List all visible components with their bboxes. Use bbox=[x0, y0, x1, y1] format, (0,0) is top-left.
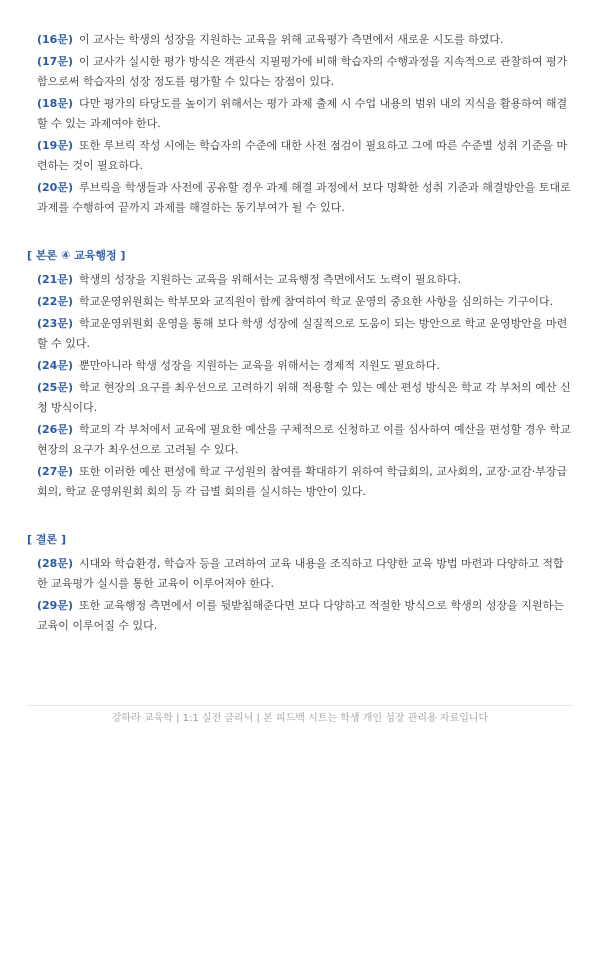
sentence-number: (17문) bbox=[37, 55, 73, 68]
sentence-item bbox=[27, 178, 573, 218]
sentence-number: (19문) bbox=[37, 139, 73, 152]
sentence-number: (16문) bbox=[37, 33, 73, 46]
sentence-text: 또한 교육행정 측면에서 이를 뒷받침해준다면 보다 다양하고 적절한 방식으로 학생의 성장을 지원하는 교육이 이루어질 수 있다. bbox=[37, 599, 564, 632]
sentence-item bbox=[27, 30, 573, 50]
sentence-item bbox=[27, 420, 573, 460]
sentence-item bbox=[27, 356, 573, 376]
section-2 bbox=[27, 532, 573, 636]
page-footer: 강하라 교육학 | 1:1 실전 클리닉 | 본 피드백 시트는 학생 개인 성장 관리용 자료입니다 bbox=[27, 705, 573, 727]
sentence-text: 또한 이러한 예산 편성에 학교 구성원의 참여를 확대하기 위하여 학급회의, 교사회의, 교장·교감·부장급 회의, 학교 운영위원회 회의 등 각 급별 회의를 실시하는 방안이 있다. bbox=[37, 465, 568, 498]
sentence-item bbox=[27, 596, 573, 636]
sentence-item bbox=[27, 52, 573, 92]
sentence-text: 또한 루브릭 작성 시에는 학습자의 수준에 대한 사전 점검이 필요하고 그에 따른 수준별 성취 기준을 마련하는 것이 필요하다. bbox=[37, 139, 568, 172]
sentence-text: 학교의 각 부처에서 교육에 필요한 예산을 구체적으로 신청하고 이를 심사하여 예산을 편성할 경우 학교 현장의 요구가 최우선으로 고려될 수 있다. bbox=[37, 423, 571, 456]
sentence-item bbox=[27, 136, 573, 176]
section-0 bbox=[27, 30, 573, 218]
sentence-text: 다만 평가의 타당도를 높이기 위해서는 평가 과제 출제 시 수업 내용의 범위 내의 지식을 활용하여 해결할 수 있는 과제여야 한다. bbox=[37, 97, 568, 130]
sentence-number: (29문) bbox=[37, 599, 73, 612]
sentence-text: 이 교사가 실시한 평가 방식은 객관식 지필평가에 비해 학습자의 수행과정을 지속적으로 관찰하여 평가함으로써 학습자의 성장 정도를 평가할 수 있다는 장점이 있다. bbox=[37, 55, 568, 88]
sentence-number: (26문) bbox=[37, 423, 73, 436]
sentence-number: (23문) bbox=[37, 317, 73, 330]
section-1 bbox=[27, 248, 573, 502]
section-title: [ 결론 ] bbox=[27, 533, 66, 546]
sentence-number: (24문) bbox=[37, 359, 73, 372]
sentence-number: (25문) bbox=[37, 381, 73, 394]
sentence-text: 학생의 성장을 지원하는 교육을 위해서는 교육행정 측면에서도 노력이 필요하다. bbox=[79, 273, 462, 286]
sentence-number: (18문) bbox=[37, 97, 73, 110]
sentence-text: 학교운영위원회는 학부모와 교직원이 함께 참여하여 학교 운영의 중요한 사항을 심의하는 기구이다. bbox=[79, 295, 554, 308]
sentence-number: (22문) bbox=[37, 295, 73, 308]
sentence-item bbox=[27, 314, 573, 354]
sentence-item bbox=[27, 292, 573, 312]
sentence-item bbox=[27, 270, 573, 290]
document-body bbox=[27, 30, 573, 636]
sentence-number: (21문) bbox=[37, 273, 73, 286]
sentence-text: 이 교사는 학생의 성장을 지원하는 교육을 위해 교육평가 측면에서 새로운 시도를 하였다. bbox=[79, 33, 504, 46]
sentence-text: 학교운영위원회 운영을 통해 보다 학생 성장에 실질적으로 도움이 되는 방안으로 학교 운영방안을 마련할 수 있다. bbox=[37, 317, 568, 350]
sentence-text: 뿐만아니라 학생 성장을 지원하는 교육을 위해서는 경제적 지원도 필요하다. bbox=[79, 359, 440, 372]
sentence-text: 시대와 학습환경, 학습자 등을 고려하여 교육 내용을 조직하고 다양한 교육 방법 마련과 다양하고 적합한 교육평가 실시를 통한 교육이 이루어져야 한다. bbox=[37, 557, 564, 590]
sentence-item bbox=[27, 462, 573, 502]
sentence-number: (28문) bbox=[37, 557, 73, 570]
sentence-item bbox=[27, 94, 573, 134]
sentence-text: 학교 현장의 요구를 최우선으로 고려하기 위해 적용할 수 있는 예산 편성 방식은 학교 각 부처의 예산 신청 방식이다. bbox=[37, 381, 571, 414]
sentence-item bbox=[27, 554, 573, 594]
sentence-number: (27문) bbox=[37, 465, 73, 478]
sentence-text: 루브릭을 학생들과 사전에 공유할 경우 과제 해결 과정에서 보다 명확한 성취 기준과 해결방안을 토대로 과제를 수행하여 끝까지 과제를 해결하는 동기부여가 될 수 있다. bbox=[37, 181, 571, 214]
sentence-item bbox=[27, 378, 573, 418]
sentence-number: (20문) bbox=[37, 181, 73, 194]
section-title: [ 본론 ④ 교육행정 ] bbox=[27, 249, 126, 262]
